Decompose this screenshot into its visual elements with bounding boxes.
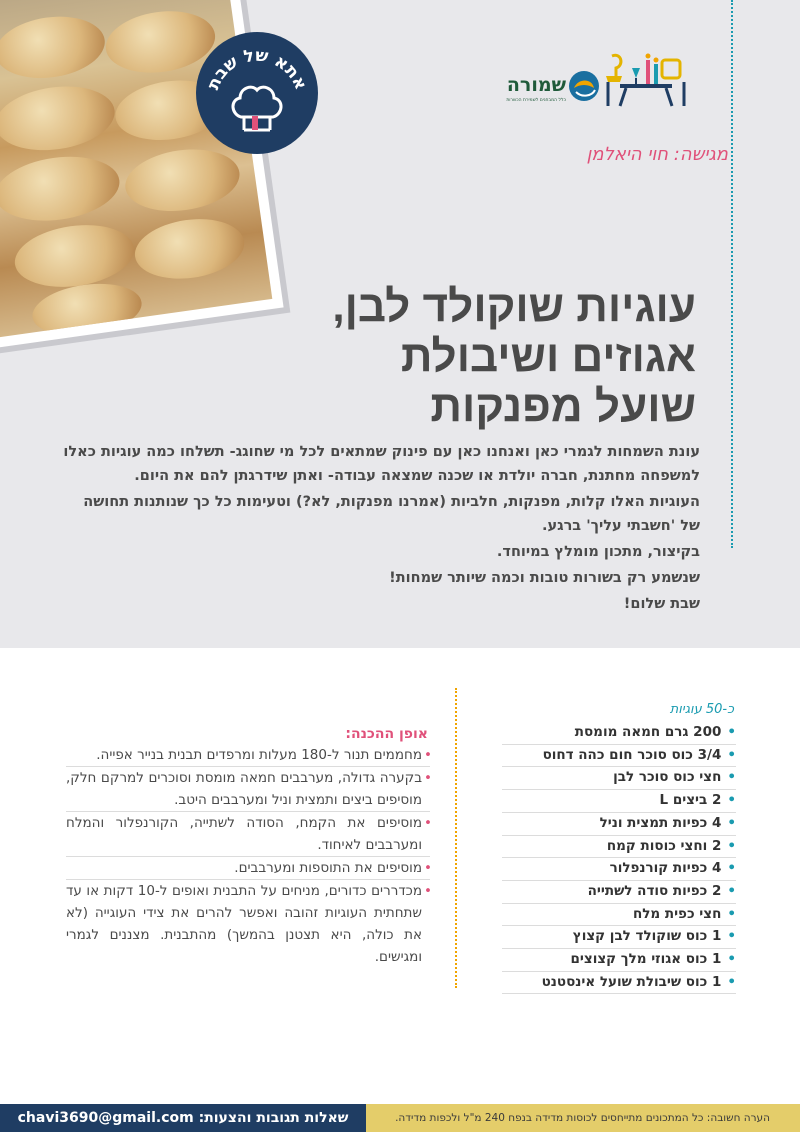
ingredient-item: •1 כוס שוקולד לבן קצוץ: [502, 926, 736, 949]
ingredient-item: •2 ביצים L: [502, 790, 736, 813]
ingredient-item: •200 גרם חמאה מומסת: [502, 722, 736, 745]
ingredient-item: •חצי כוס סוכר לבן: [502, 767, 736, 790]
shabbat-table-icon: [602, 46, 690, 108]
title-line: עוגיות שוקולד לבן,: [332, 282, 696, 331]
ingredient-item: •3/4 כוס סוכר חום כהה דחוס: [502, 745, 736, 768]
intro-paragraph: עונת השמחות לגמרי כאן ואנחנו כאן עם פינוק שמתאים לכל מי שחוגג- תשלחו כמה עוגיות כאלו למשפחה מחתנת, חברה יולדת או שכנה שמצאה עבודה- ואתן שידרגתן להם את היום.: [63, 444, 700, 484]
servings: כ-50 עוגיות: [669, 702, 734, 717]
method-step: • מוסיפים את התוספות ומערבבים.: [66, 857, 430, 880]
intro-text: [60, 440, 700, 618]
section-divider: [455, 688, 457, 988]
svg-text:אתא של שבת: [203, 46, 310, 93]
intro-paragraph: שבת שלום!: [623, 596, 700, 612]
shamura-logo-tagline: כלל המבחנים לשמירת הכשרות: [506, 98, 566, 103]
decorative-dotted-line: [731, 0, 733, 548]
intro-paragraph: בקיצור, מתכון מומלץ במיוחד.: [496, 544, 700, 560]
contact-footer[interactable]: שאלות תגובות והצעות: chavi3690@gmail.com: [0, 1104, 366, 1132]
title-line: שועל מפנקות: [430, 382, 696, 431]
recipe-title: [226, 282, 696, 432]
ingredient-item: •2 כפיות סודה לשתייה: [502, 881, 736, 904]
ingredient-item: •4 כפיות תמצית וניל: [502, 813, 736, 836]
ingredient-item: •חצי כפית מלח: [502, 904, 736, 927]
method-step: • מחממים תנור ל-180 מעלות ומרפדים תבנית בנייר אפייה.: [66, 744, 430, 767]
method-list: [66, 744, 430, 968]
title-line: אגוזים ושיבולת: [400, 332, 696, 381]
ingredients-list: [502, 722, 736, 994]
ingredient-item: •2 וחצי כוסות קמח: [502, 836, 736, 859]
author: מגישה: חוי היאלמן: [586, 144, 728, 165]
method-step: • מוסיפים את הקמח, הסודה לשתייה, הקורנפלור והמלח ומערבבים לאיחוד.: [66, 812, 430, 857]
intro-paragraph: העוגיות האלו קלות, מפנקות, חלביות (אמרנו מפנקות, לא?) וטעימות כל כך שנותנות תחושה של 'חשבתי עליך' ברגע.: [83, 494, 700, 534]
method-step: • בקערה גדולה, מערבבים חמאה מומסת וסוכרים למרקם חלק, מוסיפים ביצים ותמצית וניל ומערבבים היטב.: [66, 767, 430, 812]
badge-text: אתא של שבת: [203, 45, 311, 93]
measurement-note: הערה חשובה: כל המתכונים מתייחסים לכוסות מדידה בנפח 240 מ"ל ולכפות מדידה.: [366, 1104, 800, 1132]
shamura-logo: [488, 66, 600, 106]
shabbat-badge: [196, 32, 318, 154]
ingredient-item: •1 כוס שיבולת שועל אינסטנט: [502, 972, 736, 995]
method-title: אופן ההכנה:: [345, 726, 428, 742]
shamura-logo-name: שמורה: [506, 74, 566, 96]
intro-paragraph: שנשמע רק בשורות טובות וכמה שיותר שמחות!: [389, 570, 700, 586]
ingredient-item: •1 כוס אגוזי מלך קצוצים: [502, 949, 736, 972]
method-step: • מכדררים כדורים, מניחים על התבנית ואופים ל-10 דקות או עד שתחתית העוגיות זהובה ואפשר להרים את צידי העוגייה (לא את כולה, היא תצטנן בהמשך) מהתבנית. מצננים לגמרי ומגישים.: [66, 883, 432, 965]
ingredient-item: •4 כפיות קורנפלור: [502, 858, 736, 881]
